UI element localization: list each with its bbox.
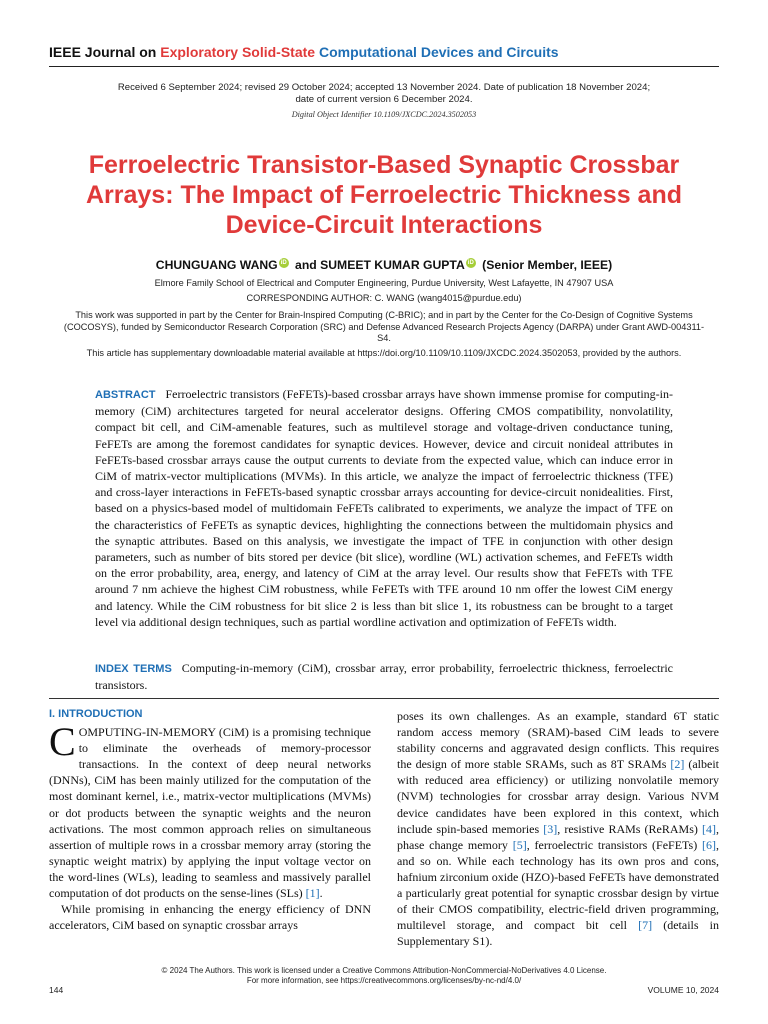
author-2-suffix: (Senior Member, IEEE) — [478, 258, 613, 272]
reference-link[interactable]: [4] — [702, 821, 716, 836]
author-and: and — [291, 258, 321, 272]
section-heading: I. INTRODUCTION — [49, 708, 143, 720]
intro-paragraph-1: COMPUTING-IN-MEMORY (CiM) is a promising technique to eliminate the overheads of memory-processor transactions. In the context of deep neural networks (DNNs), CiM has been mainly utilized for the computation of the most dominant kernel, i.e., matrix-vector multiplications (MVMs) or dot products between the synaptic weights and the neuron activations. The most common approach relies on simultaneous assertion of multiple rows in a crossbar memory array (storing the synaptic weight matrix) by applying the input voltage vector on the word-lines (WLs), leading to seamless and massively parallel computation of dot products on the sense-lines (SLs) [1]. — [49, 719, 371, 901]
abstract — [95, 386, 673, 630]
corresponding-author: CORRESPONDING AUTHOR: C. WANG (wang4015@purdue.edu) — [246, 293, 522, 303]
abstract-label: ABSTRACT — [95, 389, 156, 401]
volume-label: VOLUME 10, 2024 — [647, 985, 719, 995]
abstract-text: Ferroelectric transistors (FeFETs)-based crossbar arrays have shown immense promise for computing-in-memory (CiM) architectures targeted for neural accelerator designs. Offering CMOS compatibility, nonvolatility, compact bit cell, and CiM-amenable features, such as multilevel storage and voltage-driven conductance tuning, FeFETs are among the foremost candidates for synaptic devices. However, device and circuit nonideal attributes in FeFETs-based crossbar arrays cause the output currents to deviate from the expected value, which can induce error in CiM of matrix-vector multiplications (MVMs). In this article, we analyze the impact of ferroelectric thickness (TFE) and cross-layer interactions in FeFETs-based synaptic crossbar arrays accounting for device-circuit nonidealities. First, based on a physics-based model of multidomain FeFETs calibrated to experiments, we analyze the impact of TFE on the characteristics of FeFETs as synaptic devices, highlighting the connections between the multidomain physics and the synaptic attributes. Based on this analysis, we investigate the impact of TFE in conjunction with other design parameters, such as number of bits stored per device (bit slice), wordline (WL) activation schemes, and FeFETs width on the error probability, area, energy, and latency of CiM at the array level. Our results show that FeFETs with TFE around 7 nm achieve the highest CiM robustness, while FeFETs with TFE around 10 nm offer the lowest CiM energy and latency. While the CiM robustness for bit slice 2 is less than bit slice 1, its robustness can be brought to a target level via additional design techniques, such as partial wordline activation and optimization of FeFETs width. — [95, 387, 673, 629]
reference-link[interactable]: [7] — [638, 918, 653, 933]
journal-name-part3: Computational Devices and Circuits — [318, 44, 559, 60]
journal-name-part1: IEEE Journal on — [49, 44, 161, 60]
dates-line-2: date of current version 6 December 2024. — [295, 94, 473, 105]
author-2: SUMEET KUMAR GUPTA — [320, 258, 465, 272]
section-rule — [49, 698, 719, 699]
drop-cap: C — [49, 719, 76, 765]
affiliation: Elmore Family School of Electrical and Computer Engineering, Purdue University, West Lafayette, IN 47907 USA — [154, 278, 614, 288]
reference-link[interactable]: [3] — [543, 821, 558, 836]
orcid-icon[interactable]: iD — [280, 260, 287, 266]
intro-paragraph-3: poses its own challenges. As an example, standard 6T static random access memory (SRAM)-based CiM leads to severe stability concerns and aggravated design conflicts. This requires the design of more stable SRAMs, such as 8T SRAMs [2] (albeit with reduced area efficiency) or utilizing nonvolatile memory (NVM) technologies for crossbar array design. Various NVM device candidates have been explored in this context, which include spin-based memories [3], resistive RAMs (ReRAMs) [4], phase change memory [5], ferroelectric transistors (FeFETs) [6], and so on. While each technology has its own pros and cons, hafnium zirconium oxide (HZO)-based FeFETs have demonstrated a particularly great potential for synaptic crossbar design by virtue of their CMOS compatibility, electric-field driven programming, multilevel storage, and compact bit cell [7] (details in Supplementary S1). — [397, 709, 720, 949]
journal-name-part2: Exploratory Solid-State — [160, 44, 319, 60]
doi-identifier: Digital Object Identifier 10.1109/JXCDC.2024.3502053 — [291, 110, 477, 119]
orcid-icon[interactable]: iD — [467, 260, 474, 266]
column-left — [49, 706, 371, 933]
publication-dates — [100, 82, 668, 106]
reference-link[interactable]: [1] — [305, 886, 320, 901]
header-rule — [49, 66, 719, 67]
reference-link[interactable]: [5] — [512, 837, 527, 852]
page-number: 144 — [49, 985, 64, 995]
license-footer — [100, 966, 668, 986]
author-line — [60, 258, 708, 272]
dates-line-1: Received 6 September 2024; revised 29 October 2024; accepted 13 November 2024. Date of publication 18 November 2024; — [117, 82, 651, 93]
index-terms-text: Computing-in-memory (CiM), crossbar array, error probability, ferroelectric thickness, ferroelectric transistors. — [95, 661, 673, 693]
reference-link[interactable]: [6] — [702, 837, 717, 852]
column-right — [397, 708, 719, 949]
license-line-1: © 2024 The Authors. This work is licensed under a Creative Commons Attribution-NonCommercial-NoDerivatives 4.0 License. — [161, 966, 607, 975]
supplementary-note: This article has supplementary downloadable material available at https://doi.org/10.1109/10.1109/JXCDC.2024.3502053, provided by the authors. — [86, 348, 682, 358]
author-1: CHUNGUANG WANG — [155, 258, 278, 272]
intro-paragraph-2: While promising in enhancing the energy efficiency of DNN accelerators, CiM based on synaptic crossbar arrays — [49, 902, 371, 933]
reference-link[interactable]: [2] — [670, 757, 685, 772]
index-terms — [95, 660, 673, 693]
journal-name — [49, 44, 559, 60]
index-terms-label: INDEX TERMS — [95, 663, 172, 675]
paper-title: Ferroelectric Transistor-Based Synaptic Crossbar Arrays: The Impact of Ferroelectric Thickness and Device-Circuit Interactions — [85, 151, 683, 239]
funding-note: This work was supported in part by the Center for Brain-Inspired Computing (C-BRIC); and in part by the Center for the Co-Design of Cognitive Systems (COCOSYS), funded by Semiconductor Research Corporation (SRC) and Defense Advanced Research Projects Agency (DARPA) under Grant AWD-004311-S4. — [63, 310, 705, 343]
license-line-2[interactable]: For more information, see https://creativecommons.org/licenses/by-nc-nd/4.0/ — [246, 976, 522, 985]
